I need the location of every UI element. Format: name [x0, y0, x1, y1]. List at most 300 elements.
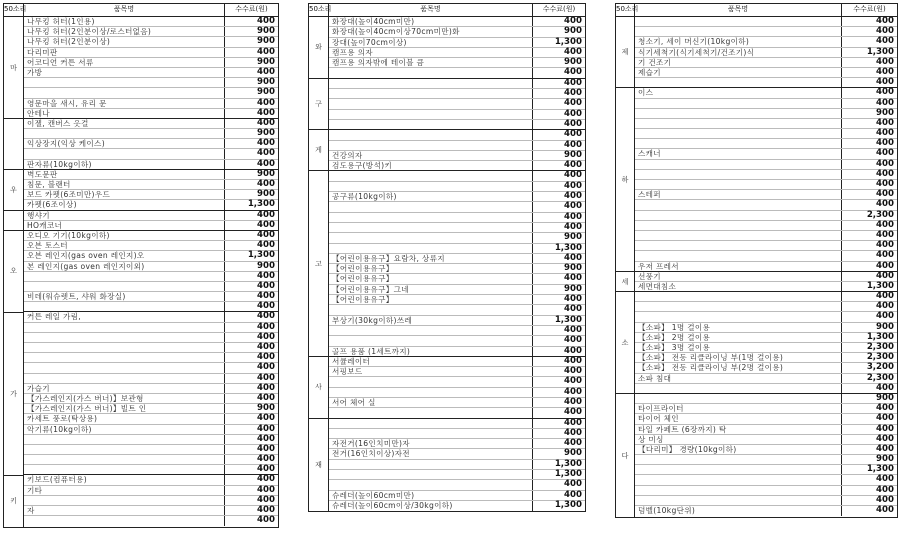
- item-name: 【어린이용유구】: [329, 295, 533, 304]
- group-label: 우: [4, 170, 23, 211]
- table-row: [24, 160, 278, 170]
- table-row: [635, 211, 897, 221]
- item-name: [24, 302, 225, 311]
- item-fee: 400: [564, 67, 582, 78]
- item-name: 스캐너: [635, 149, 842, 158]
- table-row: [24, 333, 278, 343]
- item-fee: 400: [564, 139, 582, 150]
- item-name: 침문, 블랜터: [24, 180, 225, 189]
- item-fee: 400: [564, 366, 582, 377]
- item-fee: 400: [564, 160, 582, 171]
- item-name: [24, 455, 225, 464]
- table-row: [24, 425, 278, 435]
- item-fee: 900: [564, 448, 582, 459]
- group-label: 재: [315, 461, 322, 470]
- item-fee: 400: [257, 413, 275, 424]
- item-fee: 400: [257, 311, 275, 322]
- item-fee: 400: [257, 229, 275, 240]
- item-rows: [24, 17, 278, 527]
- item-fee: 400: [257, 382, 275, 393]
- table-row: [24, 353, 278, 363]
- item-rows: [329, 17, 585, 511]
- item-name: [24, 343, 225, 352]
- item-name: 화장대(높이40cm이상70cm미만)화: [329, 27, 533, 36]
- item-fee: 400: [564, 438, 582, 449]
- group-label: 오: [4, 231, 23, 313]
- item-fee: 400: [257, 515, 275, 526]
- group-column: [616, 17, 635, 517]
- group-column: [4, 17, 24, 527]
- item-fee: 1,300: [866, 46, 894, 57]
- item-fee: 400: [876, 229, 894, 240]
- item-name: [329, 326, 533, 335]
- table-row: [24, 129, 278, 139]
- table-row: [329, 233, 585, 243]
- table-row: [329, 429, 585, 439]
- item-name: [329, 388, 533, 397]
- table-row: [24, 374, 278, 384]
- table-row: [329, 151, 585, 161]
- table-row: [329, 449, 585, 459]
- item-fee: 400: [564, 489, 582, 500]
- item-name: 화장대(높이40cm미만): [329, 17, 533, 26]
- item-fee: 900: [257, 128, 275, 139]
- table-row: [24, 27, 278, 37]
- table-row: [24, 282, 278, 292]
- item-name: [635, 251, 842, 260]
- item-name: [635, 139, 842, 148]
- header-group: 50소리: [616, 4, 635, 16]
- group-label: 키: [10, 497, 17, 506]
- item-name: 제습기: [635, 68, 842, 77]
- header-fee: 수수료(원): [235, 5, 268, 13]
- table-row: [24, 363, 278, 373]
- item-name: [329, 377, 533, 386]
- item-name: 장대(높이70cm이상): [329, 38, 533, 47]
- header-name: 품목명: [24, 4, 225, 16]
- item-name: [635, 211, 842, 220]
- item-name: [635, 109, 842, 118]
- item-name: [24, 129, 225, 138]
- table-row: [24, 486, 278, 496]
- item-fee: 400: [876, 158, 894, 169]
- table-row: [329, 305, 585, 315]
- item-name: [635, 241, 842, 250]
- table-row: [635, 170, 897, 180]
- item-name: 전거(16인치이상)자전: [329, 449, 533, 458]
- item-fee: 400: [257, 66, 275, 77]
- item-name: [635, 180, 842, 189]
- item-fee: 400: [564, 118, 582, 129]
- item-name: 이젤, 캔버스 옷걸: [24, 119, 225, 128]
- item-fee: 400: [564, 46, 582, 57]
- item-fee: 400: [564, 427, 582, 438]
- table-row: [24, 200, 278, 210]
- table-row: [329, 388, 585, 398]
- item-name: [24, 333, 225, 342]
- item-name: [329, 182, 533, 191]
- item-name: 가방: [24, 68, 225, 77]
- table-row: [635, 404, 897, 414]
- item-fee: 1,300: [866, 280, 894, 291]
- table-row: [635, 68, 897, 78]
- table-row: [329, 254, 585, 264]
- item-name: [329, 110, 533, 119]
- table-row: [635, 465, 897, 475]
- item-fee: 400: [257, 494, 275, 505]
- item-name: [635, 160, 842, 169]
- item-fee: 900: [564, 232, 582, 243]
- header-group: 50소리: [4, 4, 24, 16]
- table-row: [635, 394, 897, 404]
- item-name: [635, 496, 842, 505]
- header-fee: 수수료(원): [853, 5, 886, 13]
- item-fee: 400: [257, 138, 275, 149]
- item-fee: 400: [564, 345, 582, 356]
- item-name: [329, 223, 533, 232]
- item-fee: 400: [876, 382, 894, 393]
- item-name: 【어린이용유구】그네: [329, 285, 533, 294]
- table-row: [24, 170, 278, 180]
- item-fee: 400: [876, 117, 894, 128]
- item-name: 캠프용 의자: [329, 48, 533, 57]
- item-name: [329, 99, 533, 108]
- header-group: 50소리: [309, 4, 329, 16]
- table-row: [635, 272, 897, 282]
- item-fee: 900: [876, 321, 894, 332]
- table-row: [329, 326, 585, 336]
- item-fee: 400: [876, 138, 894, 149]
- item-fee: 900: [257, 260, 275, 271]
- group-label: [4, 119, 23, 170]
- table-row: [24, 292, 278, 302]
- table-row: [329, 419, 585, 429]
- table-row: [635, 78, 897, 88]
- item-name: [329, 408, 533, 417]
- table-row: [329, 17, 585, 27]
- fee-table-3: [615, 3, 898, 518]
- table-row: [635, 312, 897, 322]
- table-row: [24, 465, 278, 475]
- item-fee: 400: [876, 66, 894, 77]
- item-fee: 400: [876, 443, 894, 454]
- item-name: 본 레인지(gas oven 레인지이외): [24, 262, 225, 271]
- item-fee: 400: [257, 392, 275, 403]
- table-row: [635, 363, 897, 373]
- item-name: 안테나: [24, 109, 225, 118]
- item-fee: 400: [257, 505, 275, 515]
- item-fee: 400: [257, 362, 275, 373]
- item-name: [635, 119, 842, 128]
- table-row: [329, 223, 585, 233]
- item-name: [24, 496, 225, 505]
- item-fee: 400: [876, 56, 894, 67]
- table-row: [24, 48, 278, 58]
- table-row: [24, 17, 278, 27]
- table-row: [329, 89, 585, 99]
- item-name: [329, 429, 533, 438]
- item-fee: 400: [257, 321, 275, 332]
- table-row: [635, 139, 897, 149]
- table-row: [329, 439, 585, 449]
- item-fee: 400: [564, 417, 582, 428]
- item-fee: 400: [257, 219, 275, 230]
- item-name: [24, 282, 225, 291]
- item-fee: 400: [564, 88, 582, 99]
- item-name: [329, 130, 533, 139]
- item-name: [329, 480, 533, 489]
- item-name: 카세트 풍로(탁상용): [24, 414, 225, 423]
- table-row: [635, 160, 897, 170]
- table-row: [635, 414, 897, 424]
- item-name: 서큘레이터: [329, 357, 533, 366]
- item-name: [329, 244, 533, 253]
- table-row: [24, 68, 278, 78]
- group-label: 게: [309, 130, 328, 171]
- item-fee: 900: [876, 107, 894, 118]
- item-fee: 400: [876, 97, 894, 108]
- item-name: 【소파】 전동 리클라이닝 부(2명 걸이용): [635, 363, 842, 372]
- item-fee: 2,300: [866, 342, 894, 352]
- table-row: [24, 302, 278, 312]
- item-name: [635, 384, 842, 393]
- item-fee: 400: [564, 108, 582, 119]
- table-row: [635, 506, 897, 516]
- item-fee: 400: [876, 26, 894, 37]
- item-fee: 400: [876, 413, 894, 424]
- item-name: 자전거(16인치미만)자: [329, 439, 533, 448]
- item-fee: 900: [257, 56, 275, 67]
- table-row: [329, 470, 585, 480]
- table-row: [635, 353, 897, 363]
- item-name: 타일 카페트 (6장까지) 탁: [635, 425, 842, 434]
- item-fee: 400: [564, 273, 582, 284]
- table-row: [329, 141, 585, 151]
- item-fee: 400: [257, 342, 275, 352]
- group-label: 하: [616, 88, 634, 272]
- item-name: 【소파】 1명 걸이용: [635, 323, 842, 332]
- item-name: 커튼 레일 가림,: [24, 312, 225, 321]
- item-fee: 1,300: [554, 314, 582, 325]
- item-name: 비데(워슈렛트, 샤워 화장실): [24, 292, 225, 301]
- item-fee: 400: [876, 311, 894, 322]
- table-row: [24, 231, 278, 241]
- item-fee: 400: [876, 199, 894, 210]
- table-row: [329, 99, 585, 109]
- item-fee: 400: [876, 403, 894, 414]
- header-name: 품목명: [635, 4, 842, 16]
- item-name: 판자류(10kg이하): [24, 160, 225, 169]
- table-row: [635, 292, 897, 302]
- item-fee: 3,200: [866, 362, 894, 373]
- item-name: 보드 카펫(6조미만)우드: [24, 190, 225, 199]
- table-row: [635, 27, 897, 37]
- item-name: 【가스레인지(가스 버너)】빌트 인: [24, 404, 225, 413]
- table-body: [309, 17, 585, 511]
- item-name: [635, 17, 842, 26]
- group-label: 구: [309, 79, 328, 131]
- item-fee: 1,300: [554, 469, 582, 480]
- table-row: [635, 37, 897, 47]
- item-fee: 400: [257, 423, 275, 434]
- group-label: 와: [309, 17, 328, 79]
- table-row: [329, 398, 585, 408]
- item-fee: 400: [876, 168, 894, 179]
- item-name: [24, 465, 225, 474]
- item-fee: 400: [257, 301, 275, 312]
- item-fee: 400: [876, 433, 894, 444]
- item-fee: 400: [257, 464, 275, 475]
- item-name: 오디오 기기(10kg이하): [24, 231, 225, 240]
- item-name: [329, 460, 533, 469]
- item-name: 기 건조기: [635, 58, 842, 67]
- table-row: [635, 221, 897, 231]
- item-fee: 900: [257, 77, 275, 88]
- table-row: [329, 316, 585, 326]
- item-fee: 900: [876, 454, 894, 465]
- item-fee: 400: [257, 148, 275, 159]
- item-name: [329, 141, 533, 150]
- item-name: 세면대침소: [635, 282, 842, 291]
- item-fee: 400: [257, 454, 275, 465]
- table-row: [24, 190, 278, 200]
- item-name: [635, 99, 842, 108]
- table-row: [329, 336, 585, 346]
- table-header: [4, 4, 278, 17]
- item-fee: 400: [876, 250, 894, 261]
- table-row: [329, 58, 585, 68]
- item-name: 이스: [635, 88, 842, 97]
- item-fee: 900: [257, 36, 275, 47]
- table-row: [635, 251, 897, 261]
- item-name: [329, 305, 533, 314]
- table-row: [635, 99, 897, 109]
- item-name: [635, 455, 842, 464]
- item-fee: 900: [876, 392, 894, 403]
- item-fee: 400: [876, 77, 894, 88]
- table-row: [24, 221, 278, 231]
- table-row: [24, 78, 278, 88]
- table-row: [635, 445, 897, 455]
- table-row: [329, 480, 585, 490]
- item-fee: 400: [257, 16, 275, 26]
- item-name: 익상장지(익상 케이스): [24, 139, 225, 148]
- table-row: [24, 88, 278, 98]
- item-fee: 1,300: [554, 36, 582, 47]
- table-row: [24, 384, 278, 394]
- table-row: [635, 17, 897, 27]
- table-row: [329, 48, 585, 58]
- item-name: 상 미싱: [635, 435, 842, 444]
- item-name: [635, 475, 842, 484]
- item-name: [635, 221, 842, 230]
- item-name: 【어린이용유구】: [329, 264, 533, 273]
- table-row: [24, 37, 278, 47]
- item-fee: 900: [564, 26, 582, 37]
- table-row: [24, 180, 278, 190]
- item-name: 영문마을 새시, 유리 문: [24, 99, 225, 108]
- table-row: [635, 343, 897, 353]
- item-fee: 1,300: [866, 464, 894, 475]
- fee-table-2: [308, 3, 586, 512]
- item-fee: 900: [257, 189, 275, 200]
- table-row: [635, 302, 897, 312]
- table-row: [635, 323, 897, 333]
- item-name: 나무킹 허터(2인분이상/로스터없음): [24, 27, 225, 36]
- table-row: [635, 425, 897, 435]
- table-row: [24, 58, 278, 68]
- item-name: [329, 233, 533, 242]
- item-fee: 400: [564, 77, 582, 88]
- item-fee: 400: [876, 494, 894, 505]
- group-label: 고: [309, 171, 328, 356]
- table-header: [309, 4, 585, 17]
- item-fee: 400: [876, 260, 894, 271]
- item-fee: 400: [257, 240, 275, 251]
- header-name: 품목명: [329, 4, 533, 16]
- group-label: 제: [616, 17, 634, 88]
- table-row: [24, 119, 278, 129]
- item-fee: 400: [257, 484, 275, 495]
- item-fee: 400: [257, 291, 275, 302]
- table-row: [635, 109, 897, 119]
- item-name: [24, 353, 225, 362]
- item-name: [329, 213, 533, 222]
- item-name: 청소기, 세이 머신기(10kg이하): [635, 37, 842, 46]
- item-name: 공구류(10kg이하): [329, 192, 533, 201]
- item-name: [635, 200, 842, 209]
- item-name: 【소파】 전동 리클라이닝 부(1명 걸이용): [635, 353, 842, 362]
- table-row: [635, 48, 897, 58]
- table-row: [329, 377, 585, 387]
- item-name: 스테퍼: [635, 190, 842, 199]
- item-fee: 400: [564, 211, 582, 222]
- item-name: 키보드(컴퓨터용): [24, 475, 225, 484]
- item-fee: 400: [257, 270, 275, 281]
- table-row: [329, 213, 585, 223]
- item-fee: 400: [876, 179, 894, 189]
- item-fee: 900: [257, 403, 275, 414]
- group-label: 가: [4, 313, 23, 476]
- item-name: 선풍기: [635, 272, 842, 281]
- item-name: 어코디언 커튼 서류: [24, 58, 225, 67]
- item-fee: 400: [564, 201, 582, 212]
- item-name: 기타: [24, 486, 225, 495]
- item-name: 캠프용 의자밖에 테이블 큼: [329, 58, 533, 67]
- item-fee: 1,300: [554, 458, 582, 469]
- item-fee: 900: [564, 149, 582, 160]
- table-row: [329, 202, 585, 212]
- item-name: 서어 체어 실: [329, 398, 533, 407]
- item-fee: 400: [876, 219, 894, 230]
- table-row: [635, 455, 897, 465]
- table-row: [635, 190, 897, 200]
- table-row: [24, 496, 278, 506]
- table-row: [635, 241, 897, 251]
- item-name: [635, 312, 842, 321]
- item-name: 덤벨(10kg단위): [635, 506, 842, 516]
- item-fee: 400: [564, 324, 582, 335]
- item-name: 행샤기: [24, 211, 225, 220]
- item-fee: 400: [257, 443, 275, 454]
- item-name: 【소파】 3명 걸이용: [635, 343, 842, 352]
- item-name: 소파 침대: [635, 374, 842, 383]
- item-name: [635, 486, 842, 495]
- item-name: 서핑보드: [329, 367, 533, 376]
- table-row: [635, 475, 897, 485]
- table-row: [24, 251, 278, 261]
- table-row: [329, 408, 585, 418]
